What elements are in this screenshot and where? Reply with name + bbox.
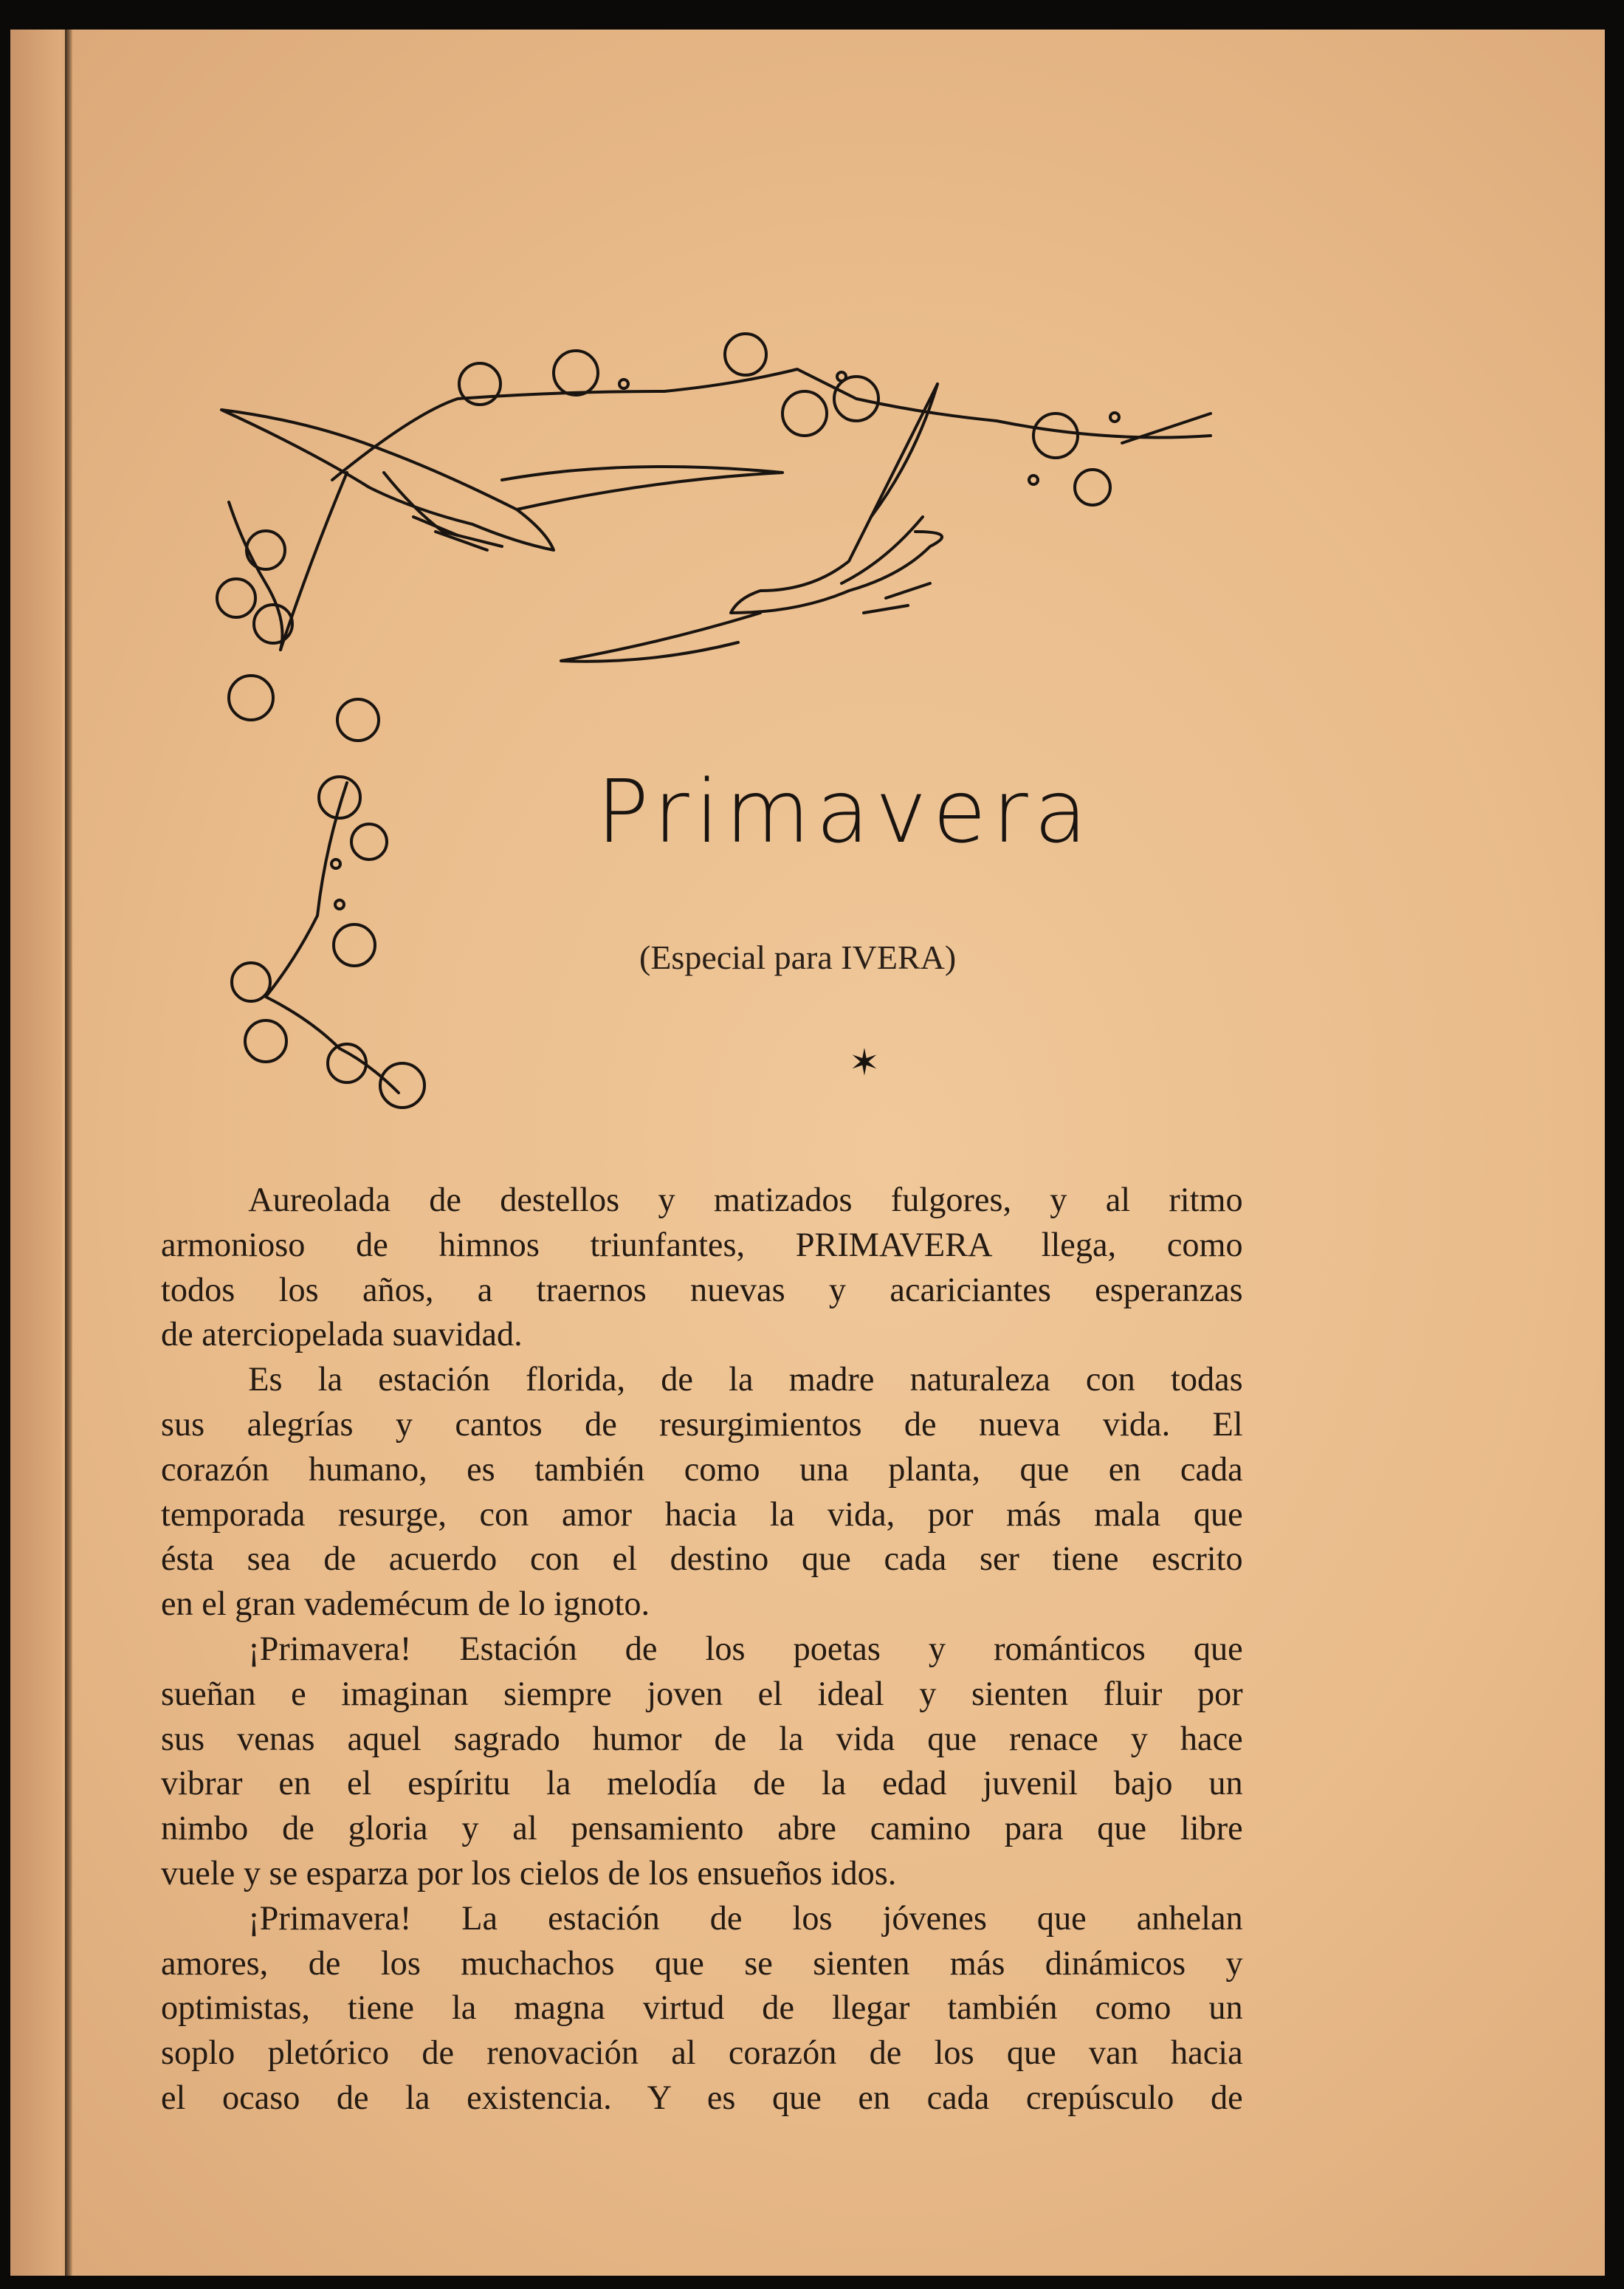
text-line: en el gran vademécum de lo ignoto.: [161, 1585, 650, 1624]
paragraph: [161, 1178, 1259, 1357]
text-line: armonioso de himnos triunfantes, PRIMAVERA llega, como: [161, 1225, 1243, 1264]
text-line: vuele y se esparza por los cielos de los ensueños idos.: [161, 1853, 897, 1892]
paragraph: [161, 1357, 1259, 1627]
paragraph: [161, 1896, 1259, 2121]
text-line: de aterciopelada suavidad.: [161, 1315, 523, 1354]
text-line: ¡Primavera! Estación de los poetas y románticos que: [248, 1629, 1243, 1668]
text-line: soplo pletórico de renovación al corazón de los que van hacia: [161, 2034, 1243, 2073]
text-line: el ocaso de la existencia. Y es que en cada crepúsculo de: [161, 2078, 1243, 2117]
text-line: ésta sea de acuerdo con el destino que cada ser tiene escrito: [161, 1540, 1243, 1579]
blossom-branch-left-icon: [217, 473, 424, 1108]
star-ornament-icon: ✶: [849, 1041, 880, 1084]
text-line: optimistas, tiene la magna virtud de llegar también como un: [161, 1988, 1243, 2028]
text-line: vibrar en el espíritu la melodía de la edad juvenil bajo un: [161, 1764, 1243, 1803]
text-line: sus alegrías y cantos de resurgimientos de nueva vida. El: [161, 1404, 1243, 1444]
text-line: nimbo de gloria y al pensamiento abre camino para que libre: [161, 1809, 1243, 1848]
article-title: Primavera: [596, 761, 1093, 862]
text-line: ¡Primavera! La estación de los jóvenes que anhelan: [248, 1898, 1243, 1938]
text-line: sueñan e imaginan siempre joven el ideal y sienten fluir por: [161, 1674, 1243, 1713]
article-subtitle: (Especial para IVERA): [639, 938, 957, 976]
text-line: todos los años, a traernos nuevas y acariciantes esperanzas: [161, 1270, 1243, 1309]
paragraph: [161, 1627, 1259, 1896]
bird-left-icon: [221, 410, 782, 550]
blossom-branch-top-icon: [332, 334, 1211, 505]
bird-right-icon: [561, 384, 942, 662]
text-line: corazón humano, es también como una planta, que en cada: [161, 1449, 1243, 1489]
text-line: Es la estación florida, de la madre naturaleza con todas: [248, 1360, 1243, 1399]
article-body: [161, 1178, 1259, 2121]
text-line: sus venas aquel sagrado humor de la vida que renace y hace: [161, 1719, 1243, 1758]
text-line: Aureolada de destellos y matizados fulgores, y al ritmo: [248, 1181, 1243, 1219]
text-line: temporada resurge, con amor hacia la vida, por más mala que: [161, 1494, 1243, 1534]
text-line: amores, de los muchachos que se sienten más dinámicos y: [161, 1943, 1243, 1983]
